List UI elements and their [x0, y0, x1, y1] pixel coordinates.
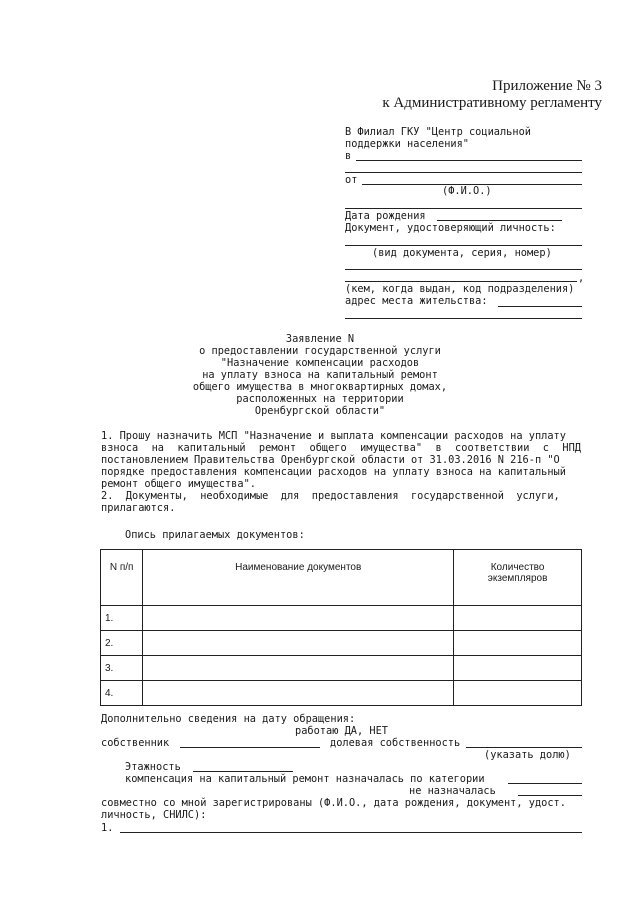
share-label: долевая собственность: [330, 737, 461, 749]
fio-field-line-2[interactable]: [345, 208, 582, 209]
birth-label: Дата рождения: [345, 210, 426, 222]
row-document-name[interactable]: [143, 631, 454, 656]
extra-heading: Дополнительно сведения на дату обращения:: [101, 713, 356, 725]
table-row: [101, 681, 582, 706]
not-assigned-field-line[interactable]: [518, 795, 582, 796]
not-assigned-label: не назначалась: [409, 785, 496, 797]
registered-line-1: совместно со мной зарегистрированы (Ф.И.О., дата рождения, документ, удост.: [101, 797, 566, 809]
row-number: 2.: [101, 631, 143, 656]
paragraph-1-line-4: порядке предоставления компенсации расходов на уплату взноса на капитальный: [101, 466, 566, 478]
appendix-number: Приложение № 3: [492, 78, 602, 94]
title-line-1: Заявление N: [285, 333, 355, 345]
doc-label: Документ, удостоверяющий личность:: [345, 222, 556, 234]
paragraph-2-line-1: 2. Документы, необходимые для предоставления государственной услуги,: [101, 490, 560, 502]
floors-field-line[interactable]: [193, 771, 293, 772]
doc-field-line[interactable]: [345, 245, 582, 246]
issued-comma: ,: [578, 272, 585, 284]
in-field-line[interactable]: [356, 160, 582, 161]
address-field-line-2[interactable]: [345, 318, 582, 319]
registered-item-1: 1.: [101, 822, 114, 834]
row-quantity[interactable]: [454, 681, 582, 706]
compensation-label: компенсация на капитальный ремонт назначалась по категории: [125, 773, 485, 785]
category-field-line[interactable]: [508, 783, 582, 784]
title-line-5: общего имущества в многоквартирных домах,: [192, 381, 448, 393]
share-field-line[interactable]: [466, 747, 582, 748]
quantity-header-line-1: Количество: [490, 562, 545, 573]
issued-field-line[interactable]: [345, 269, 582, 270]
birth-field-line[interactable]: [437, 220, 562, 221]
addressee-line-2: поддержки населения": [345, 138, 469, 150]
row-quantity[interactable]: [454, 606, 582, 631]
quantity-header-line-2: экземпляров: [487, 573, 548, 584]
title-line-7: Оренбургской области": [254, 405, 386, 417]
address-label: адрес места жительства:: [345, 295, 488, 307]
registered-item-1-field-line[interactable]: [120, 832, 582, 833]
table-header-row: [101, 550, 582, 606]
owner-label: собственник: [101, 737, 170, 749]
documents-table: [100, 549, 582, 706]
row-quantity[interactable]: [454, 656, 582, 681]
row-document-name[interactable]: [143, 681, 454, 706]
row-quantity[interactable]: [454, 631, 582, 656]
title-line-2: о предоставлении государственной услуги: [199, 345, 441, 357]
table-row: [101, 631, 582, 656]
row-document-name[interactable]: [143, 656, 454, 681]
row-number: 1.: [101, 606, 143, 631]
paragraph-2-line-2: прилагаются.: [101, 502, 176, 514]
appendix-reference: к Административному регламенту: [382, 95, 602, 111]
paragraph-1-line-2: взноса на капитальный ремонт общего имущества" в соответствии с НПД: [101, 442, 581, 454]
row-number: 4.: [101, 681, 143, 706]
address-field-line[interactable]: [498, 306, 582, 307]
works-yes-no: работаю ДА, НЕТ: [295, 725, 388, 737]
addressee-line-1: В Филиал ГКУ "Центр социальной: [345, 126, 531, 138]
column-header-number: N п/п: [101, 550, 143, 606]
in-prefix: в: [345, 150, 352, 162]
share-hint: (указать долю): [484, 749, 571, 761]
paragraph-1-line-5: ремонт общего имущества".: [101, 478, 256, 490]
owner-field-line[interactable]: [180, 747, 320, 748]
row-number: 3.: [101, 656, 143, 681]
title-line-6: расположенных на территории: [236, 393, 404, 405]
floors-label: Этажность: [125, 761, 181, 773]
column-header-name: Наименование документов: [143, 550, 454, 606]
table-row: [101, 656, 582, 681]
title-line-4: на уплату взноса на капитальный ремонт: [202, 369, 438, 381]
paragraph-1-line-1: 1. Прошу назначить МСП "Назначение и выплата компенсации расходов на уплату: [101, 430, 566, 442]
issued-hint: (кем, когда выдан, код подразделения): [345, 283, 575, 295]
doc-hint: (вид документа, серия, номер): [372, 247, 552, 259]
registered-line-2: личность, СНИЛС):: [101, 809, 207, 821]
table-row: [101, 606, 582, 631]
from-prefix: от: [345, 174, 358, 186]
title-line-3: "Назначение компенсации расходов: [220, 357, 420, 369]
issued-field-line-2[interactable]: [345, 281, 577, 282]
row-document-name[interactable]: [143, 606, 454, 631]
paragraph-1-line-3: постановлением Правительства Оренбургской области от 31.03.2016 N 216-п "О: [101, 454, 560, 466]
in-field-line-2[interactable]: [345, 172, 582, 173]
column-header-quantity: [454, 550, 582, 606]
fio-hint: (Ф.И.О.): [442, 185, 492, 197]
inventory-label: Опись прилагаемых документов:: [125, 529, 305, 541]
